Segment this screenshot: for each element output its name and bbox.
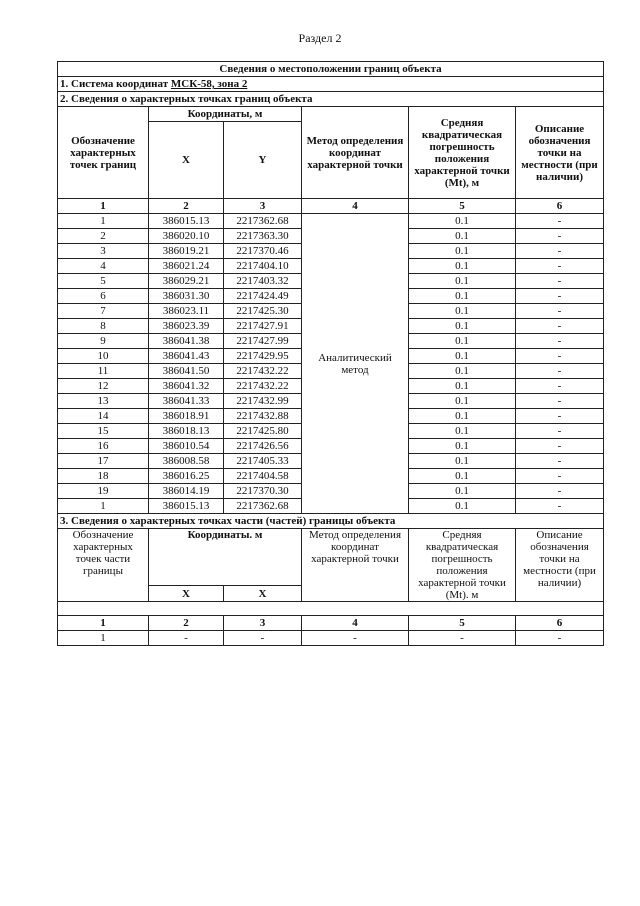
- cell-y: 2217427.91: [224, 319, 302, 334]
- cell-x: 386023.39: [149, 319, 224, 334]
- t3-header-designation: Обозначение характерных точек части границы: [58, 529, 149, 602]
- cell-number: 1: [58, 214, 149, 229]
- cell-y: 2217362.68: [224, 214, 302, 229]
- header-description: Описание обозначения точки на местности (при наличии): [516, 107, 604, 199]
- cell-y: 2217370.30: [224, 484, 302, 499]
- colnum: 1: [58, 616, 149, 631]
- cell-error: 0.1: [409, 364, 516, 379]
- cell-y: 2217432.99: [224, 394, 302, 409]
- t3-header-coords: Координаты. м: [149, 529, 302, 586]
- t3-header-y: X: [224, 586, 302, 602]
- t3-cell-y: -: [224, 631, 302, 646]
- cell-number: 6: [58, 289, 149, 304]
- header-error: Средняя квадратическая погрешность положения характерной точки (Mt), м: [409, 107, 516, 199]
- coordinate-system-name: МСК-58, зона 2: [170, 78, 248, 90]
- cell-number: 15: [58, 424, 149, 439]
- cell-error: 0.1: [409, 229, 516, 244]
- cell-y: 2217404.10: [224, 259, 302, 274]
- colnum: 5: [409, 199, 516, 214]
- cell-number: 17: [58, 454, 149, 469]
- cell-y: 2217404.58: [224, 469, 302, 484]
- cell-y: 2217429.95: [224, 349, 302, 364]
- spacer-row: [58, 602, 604, 616]
- cell-error: 0.1: [409, 394, 516, 409]
- cell-description: -: [516, 439, 604, 454]
- cell-y: 2217403.32: [224, 274, 302, 289]
- header-method: Метод определения координат характерной точки: [302, 107, 409, 199]
- cell-x: 386041.33: [149, 394, 224, 409]
- cell-x: 386015.13: [149, 499, 224, 514]
- t3-cell-error: -: [409, 631, 516, 646]
- cell-y: 2217432.88: [224, 409, 302, 424]
- cell-number: 2: [58, 229, 149, 244]
- cell-x: 386020.10: [149, 229, 224, 244]
- cell-error: 0.1: [409, 214, 516, 229]
- cell-number: 19: [58, 484, 149, 499]
- cell-error: 0.1: [409, 274, 516, 289]
- cell-description: -: [516, 424, 604, 439]
- cell-number: 4: [58, 259, 149, 274]
- cell-x: 386029.21: [149, 274, 224, 289]
- cell-description: -: [516, 334, 604, 349]
- cell-description: -: [516, 469, 604, 484]
- header-coords: Координаты, м: [149, 107, 302, 122]
- boundary-table: [57, 61, 604, 646]
- cell-error: 0.1: [409, 349, 516, 364]
- cell-number: 8: [58, 319, 149, 334]
- cell-y: 2217427.99: [224, 334, 302, 349]
- cell-x: 386018.91: [149, 409, 224, 424]
- cell-error: 0.1: [409, 304, 516, 319]
- cell-x: 386041.43: [149, 349, 224, 364]
- cell-x: 386031.30: [149, 289, 224, 304]
- cell-x: 386019.21: [149, 244, 224, 259]
- table-title: Сведения о местоположении границ объекта: [58, 62, 604, 77]
- colnum: 3: [224, 616, 302, 631]
- colnum: 4: [302, 199, 409, 214]
- cell-description: -: [516, 289, 604, 304]
- colnum: 1: [58, 199, 149, 214]
- cell-description: -: [516, 454, 604, 469]
- cell-y: 2217426.56: [224, 439, 302, 454]
- cell-error: 0.1: [409, 424, 516, 439]
- cell-number: 13: [58, 394, 149, 409]
- cell-y: 2217432.22: [224, 379, 302, 394]
- cell-x: 386041.38: [149, 334, 224, 349]
- t3-header-description: Описание обозначения точки на местности (при наличии): [516, 529, 604, 602]
- cell-y: 2217370.46: [224, 244, 302, 259]
- table-row: [58, 214, 604, 229]
- cell-x: 386015.13: [149, 214, 224, 229]
- cell-description: -: [516, 319, 604, 334]
- cell-x: 386008.58: [149, 454, 224, 469]
- t3-cell-x: -: [149, 631, 224, 646]
- colnum: 6: [516, 199, 604, 214]
- colnum: 2: [149, 616, 224, 631]
- cell-y: 2217432.22: [224, 364, 302, 379]
- cell-description: -: [516, 364, 604, 379]
- cell-number: 14: [58, 409, 149, 424]
- colnum: 3: [224, 199, 302, 214]
- cell-description: -: [516, 244, 604, 259]
- cell-y: 2217425.30: [224, 304, 302, 319]
- cell-error: 0.1: [409, 484, 516, 499]
- cell-number: 3: [58, 244, 149, 259]
- cell-error: 0.1: [409, 379, 516, 394]
- cell-description: -: [516, 394, 604, 409]
- cell-x: 386041.32: [149, 379, 224, 394]
- cell-y: 2217363.30: [224, 229, 302, 244]
- cell-x: 386021.24: [149, 259, 224, 274]
- cell-description: -: [516, 214, 604, 229]
- cell-error: 0.1: [409, 409, 516, 424]
- coordinate-system-row: [58, 77, 604, 92]
- cell-x: 386041.50: [149, 364, 224, 379]
- cell-error: 0.1: [409, 499, 516, 514]
- cell-description: -: [516, 259, 604, 274]
- t3-header-x: X: [149, 586, 224, 602]
- cell-x: 386023.11: [149, 304, 224, 319]
- cell-number: 7: [58, 304, 149, 319]
- cell-number: 16: [58, 439, 149, 454]
- cell-error: 0.1: [409, 454, 516, 469]
- cell-x: 386010.54: [149, 439, 224, 454]
- cell-x: 386018.13: [149, 424, 224, 439]
- cell-y: 2217425.80: [224, 424, 302, 439]
- cell-description: -: [516, 304, 604, 319]
- cell-method: Аналитический метод: [302, 214, 409, 514]
- header-y: Y: [224, 122, 302, 199]
- cell-number: 9: [58, 334, 149, 349]
- cell-description: -: [516, 409, 604, 424]
- colnum: 4: [302, 616, 409, 631]
- cell-x: 386016.25: [149, 469, 224, 484]
- section-label: Раздел 2: [298, 31, 342, 45]
- t3-cell-description: -: [516, 631, 604, 646]
- cell-x: 386014.19: [149, 484, 224, 499]
- colnum: 6: [516, 616, 604, 631]
- cell-number: 11: [58, 364, 149, 379]
- cell-number: 18: [58, 469, 149, 484]
- cell-error: 0.1: [409, 319, 516, 334]
- t3-cell-number: 1: [58, 631, 149, 646]
- cell-number: 10: [58, 349, 149, 364]
- cell-error: 0.1: [409, 334, 516, 349]
- cell-description: -: [516, 379, 604, 394]
- cell-y: 2217405.33: [224, 454, 302, 469]
- cell-description: -: [516, 499, 604, 514]
- cell-y: 2217424.49: [224, 289, 302, 304]
- cell-error: 0.1: [409, 439, 516, 454]
- section-2-heading: 2. Сведения о характерных точках границ объекта: [58, 92, 604, 107]
- cell-number: 12: [58, 379, 149, 394]
- cell-description: -: [516, 349, 604, 364]
- cell-error: 0.1: [409, 289, 516, 304]
- colnum: 2: [149, 199, 224, 214]
- cell-error: 0.1: [409, 259, 516, 274]
- t3-header-error: Средняя квадратическая погрешность положения характерной точки (Mt). м: [409, 529, 516, 602]
- header-designation: Обозначение характерных точек границ: [58, 107, 149, 199]
- t3-header-method: Метод определения координат характерной точки: [302, 529, 409, 602]
- header-x: X: [149, 122, 224, 199]
- coordinate-system-prefix: 1. Система координат: [60, 78, 171, 90]
- cell-description: -: [516, 229, 604, 244]
- section-3-heading: 3. Сведения о характерных точках части (частей) границы объекта: [58, 514, 604, 529]
- colnum: 5: [409, 616, 516, 631]
- cell-number: 1: [58, 499, 149, 514]
- cell-number: 5: [58, 274, 149, 289]
- cell-description: -: [516, 274, 604, 289]
- cell-y: 2217362.68: [224, 499, 302, 514]
- cell-description: -: [516, 484, 604, 499]
- cell-error: 0.1: [409, 469, 516, 484]
- t3-cell-method: -: [302, 631, 409, 646]
- cell-error: 0.1: [409, 244, 516, 259]
